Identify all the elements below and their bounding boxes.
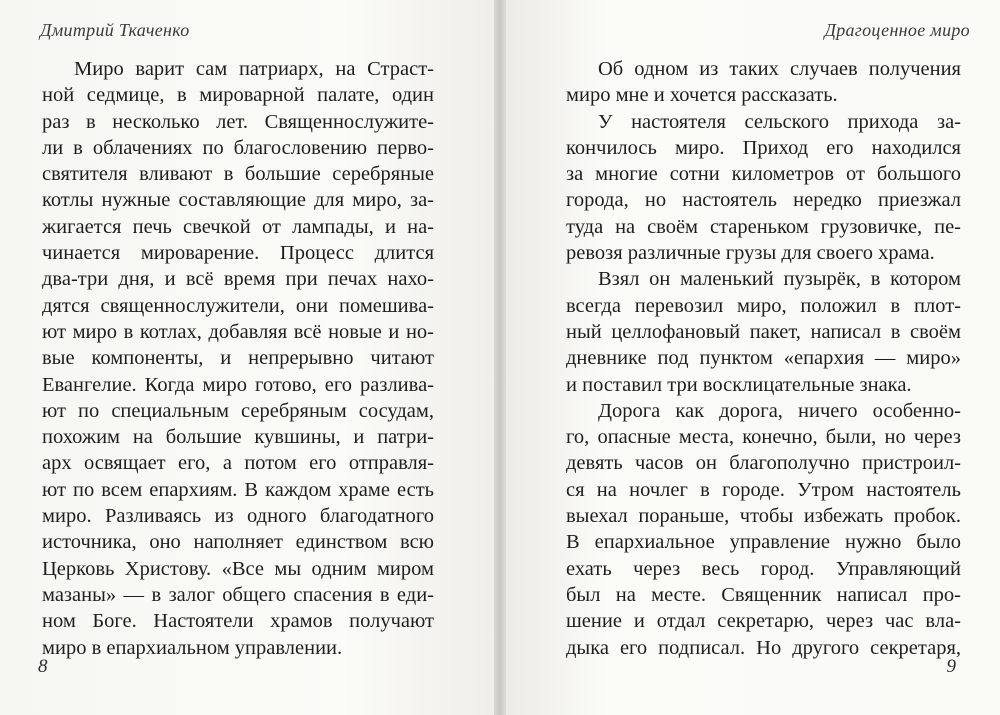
text-line: миро мне и хочется рассказать. <box>566 84 838 107</box>
right-page-body-text <box>566 56 961 661</box>
text-line: Евангелие. Когда миро готово, его разлива- <box>42 373 434 396</box>
text-line: два-три дня, и всё время при печах нахо- <box>42 268 434 291</box>
text-line: Дорога как дорога, ничего особенно- <box>598 399 961 422</box>
text-line: ют по всем епархиям. В каждом храме есть <box>42 478 434 501</box>
text-line: миро в епархиальном управлении. <box>42 636 343 659</box>
text-line: мазаны» — в залог общего спасения в еди- <box>42 583 434 606</box>
text-line: похожим на большие кувшины, и патри- <box>42 426 434 449</box>
text-line: и поставил три восклицательные знака. <box>566 373 912 396</box>
left-page-body-text <box>42 56 434 661</box>
text-line: источника, оно наполняет единством всю <box>42 531 434 554</box>
running-head-title: Драгоценное миро <box>824 20 970 40</box>
text-line: дневнике под пунктом «епархия — миро» <box>566 347 961 370</box>
text-line: ют миро в котлах, добавляя всё новые и но- <box>42 320 434 343</box>
text-line: Церковь Христову. «Все мы одним миром <box>42 557 434 580</box>
text-line: за многие сотни километров от большого <box>566 163 961 186</box>
text-line: чинается мироварение. Процесс длится <box>42 242 434 265</box>
text-line: арх освящает его, а потом его отправля- <box>42 452 434 475</box>
text-line: девять часов он благополучно пристроил- <box>566 452 961 475</box>
text-line: У настоятеля сельского прихода за- <box>598 110 961 133</box>
text-line: котлы нужные составляющие для миро, за- <box>42 189 434 212</box>
page-number-right: 9 <box>946 656 956 677</box>
text-line: раз в несколько лет. Священнослужите- <box>42 110 434 133</box>
text-line: вые компоненты, и непрерывно читают <box>42 347 434 370</box>
text-line: ют по специальным серебряным сосудам, <box>42 399 434 422</box>
text-line: шение и отдал секретарю, через час вла- <box>566 610 961 633</box>
text-line: кончилось миро. Приход его находился <box>566 136 961 159</box>
text-line: Взял он маленький пузырёк, в котором <box>598 268 961 291</box>
text-line: го, опасные места, конечно, были, но через <box>566 426 961 449</box>
text-line: туда на своём стареньком грузовичке, пе- <box>566 215 961 238</box>
book-gutter <box>494 0 506 715</box>
text-line: В епархиальное управление нужно было <box>566 531 961 554</box>
right-page <box>506 0 1000 715</box>
text-line: дятся священнослужители, они помешива- <box>42 294 434 317</box>
text-line: ном Боге. Настоятели храмов получают <box>42 610 434 633</box>
page-number-left: 8 <box>38 656 48 677</box>
text-line: ной седмице, в мироварной палате, один <box>42 84 434 107</box>
text-line: всегда перевозил миро, положил в плот- <box>566 294 961 317</box>
text-line: святителя вливают в большие серебряные <box>42 163 434 186</box>
text-line: миро. Разливаясь из одного благодатного <box>42 505 434 528</box>
text-line: жигается печь свечкой от лампады, и на- <box>42 215 434 238</box>
text-line: ся на ночлег в городе. Утром настоятель <box>566 478 961 501</box>
text-line: Об одном из таких случаев получения <box>598 58 961 80</box>
text-line: был на месте. Священник написал про- <box>566 583 961 606</box>
text-line: города, но настоятель нередко приезжал <box>566 189 961 212</box>
text-line: ли в облачениях по благословению перво- <box>42 136 434 159</box>
text-line: выехал пораньше, чтобы избежать пробок. <box>566 505 961 528</box>
text-line: ехать через весь город. Управляющий <box>566 557 961 580</box>
text-line: дыка его подписал. Но другого секретаря, <box>566 636 961 659</box>
text-line: ный целлофановый пакет, написал в своём <box>566 320 961 343</box>
text-line: ревозя различные грузы для своего храма. <box>566 242 935 265</box>
running-head-author: Дмитрий Ткаченко <box>40 20 190 40</box>
text-line: Миро варит сам патриарх, на Страст- <box>74 58 434 80</box>
left-page <box>0 0 494 715</box>
